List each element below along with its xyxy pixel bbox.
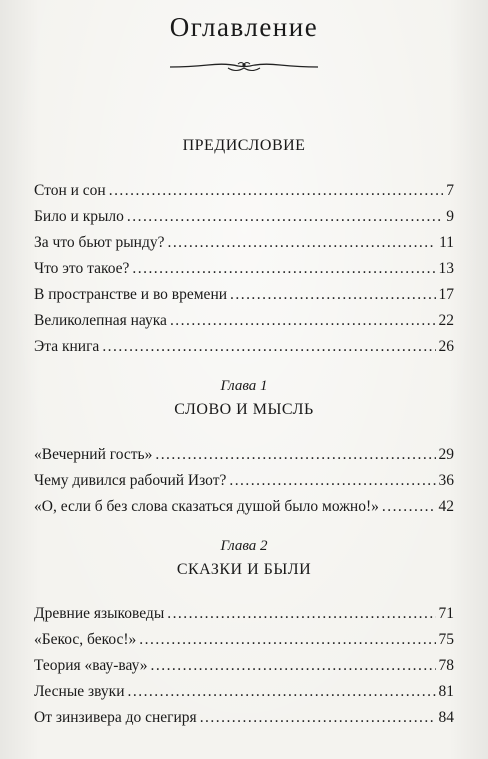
- toc-entry-title: Теория «вау-вау»: [34, 657, 148, 674]
- dot-leader: [128, 681, 436, 703]
- toc-entry[interactable]: [34, 603, 454, 625]
- toc-entry-title: «О, если б без слова сказаться душой было можно!»: [34, 498, 379, 515]
- dot-leader: [132, 258, 435, 280]
- ornament-divider-icon: [168, 60, 320, 74]
- toc-entry-title: За что бьют рынду?: [34, 234, 165, 251]
- toc-entry-title: Било и крыло: [34, 208, 124, 225]
- dot-leader: [151, 655, 436, 677]
- page-title: Оглавление: [169, 12, 319, 42]
- dot-leader: [382, 496, 436, 518]
- toc-entry-page: 36: [438, 472, 454, 489]
- toc-entry[interactable]: [34, 310, 454, 332]
- toc-entry-page: 84: [438, 709, 454, 726]
- toc-entry[interactable]: [34, 496, 454, 518]
- toc-entry-title: «Вечерний гость»: [34, 446, 153, 463]
- toc-entry-page: 81: [438, 683, 454, 700]
- dot-leader: [200, 707, 436, 729]
- dot-leader: [167, 603, 435, 625]
- toc-entry-title: Стон и сон: [34, 182, 106, 199]
- section-heading-chapter-1: СЛОВО И МЫСЛЬ: [174, 401, 314, 418]
- toc-entry[interactable]: [34, 655, 454, 677]
- dot-leader: [229, 470, 435, 492]
- toc-entry-title: От зинзивера до снегиря: [34, 709, 197, 726]
- section-heading-chapter-2: СКАЗКИ И БЫЛИ: [176, 561, 312, 578]
- toc-entry-title: В пространстве и во времени: [34, 286, 228, 303]
- toc-entry[interactable]: [34, 284, 454, 306]
- toc-entry[interactable]: [34, 629, 454, 651]
- dot-leader: [170, 310, 436, 332]
- toc-entry[interactable]: [34, 470, 454, 492]
- toc-entry-title: Чему дивился рабочий Изот?: [34, 472, 227, 489]
- dot-leader: [230, 284, 435, 306]
- toc-entry-page: 9: [446, 208, 454, 225]
- toc-entry[interactable]: [34, 180, 454, 202]
- toc-entry[interactable]: [34, 206, 454, 228]
- toc-entry-page: 78: [438, 657, 454, 674]
- toc-entry-page: 22: [438, 312, 454, 329]
- toc-entry[interactable]: [34, 444, 454, 466]
- dot-leader: [102, 336, 435, 358]
- toc-entry-title: Великолепная наука: [34, 312, 167, 329]
- dot-leader: [109, 180, 444, 202]
- toc-entry[interactable]: [34, 681, 454, 703]
- dot-leader: [127, 206, 443, 228]
- toc-entry[interactable]: [34, 258, 454, 280]
- toc-entry-page: 71: [438, 605, 454, 622]
- toc-entry-title: Лесные звуки: [34, 683, 125, 700]
- dot-leader: [139, 629, 435, 651]
- toc-entry-title: «Бекос, бекос!»: [34, 631, 137, 648]
- toc-entry-page: 17: [438, 286, 454, 303]
- toc-entry-page: 42: [438, 498, 454, 515]
- toc-entry[interactable]: [34, 707, 454, 729]
- section-heading-preface: ПРЕДИСЛОВИЕ: [182, 137, 306, 154]
- toc-entry-page: 13: [438, 260, 454, 277]
- toc-entry-title: Что это такое?: [34, 260, 130, 277]
- chapter-number: Глава 2: [220, 538, 268, 554]
- toc-entry-page: 7: [446, 182, 454, 199]
- toc-entry[interactable]: [34, 336, 454, 358]
- chapter-number: Глава 1: [220, 378, 268, 394]
- toc-entry-page: 29: [438, 446, 454, 463]
- toc-entry-page: 75: [438, 631, 454, 648]
- toc-entry[interactable]: [34, 232, 454, 254]
- dot-leader: [155, 444, 435, 466]
- toc-entry-page: 11: [439, 234, 454, 251]
- toc-entry-title: Эта книга: [34, 338, 100, 355]
- toc-entry-title: Древние языковеды: [34, 605, 165, 622]
- toc-entry-page: 26: [438, 338, 454, 355]
- dot-leader: [167, 232, 436, 254]
